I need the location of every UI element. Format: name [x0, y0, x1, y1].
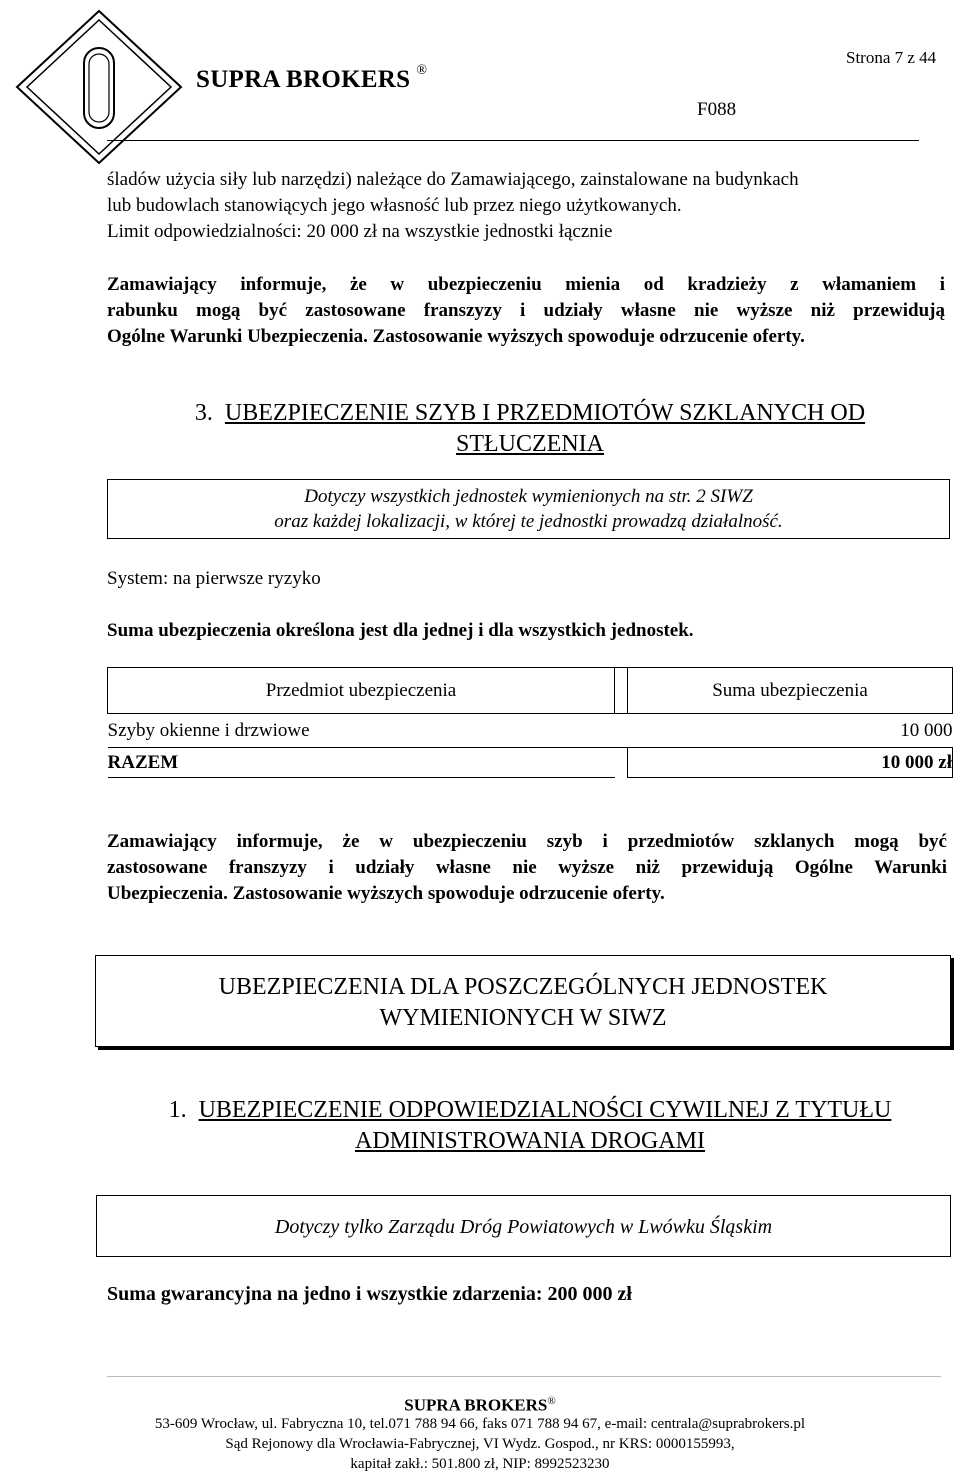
section-title: UBEZPIECZENIE ODPOWIEDZIALNOŚCI CYWILNEJ Z TYTUŁU — [198, 1097, 892, 1123]
registered-mark: ® — [416, 62, 428, 78]
sum-value: 10 000 — [900, 719, 953, 741]
header-rule — [107, 140, 919, 141]
page-number: Strona 7 z 44 — [846, 48, 937, 67]
scope-line: oraz każdej lokalizacji, w której te jednostki prowadzą działalność. — [274, 511, 783, 532]
total-sum-cell — [628, 748, 953, 778]
header-cell — [628, 668, 953, 714]
section-title: STŁUCZENIA — [456, 431, 604, 457]
system-line: System: na pierwsze ryzyko — [107, 568, 321, 589]
total-label-cell — [108, 748, 615, 778]
section-number: 3. — [194, 400, 213, 426]
intro-text — [107, 167, 947, 245]
table-row — [108, 714, 953, 748]
spacer-cell — [615, 668, 628, 714]
table-header-row — [108, 668, 953, 714]
scope-box — [107, 479, 950, 539]
section-number: 1. — [168, 1097, 187, 1123]
footer-court: Sąd Rejonowy dla Wrocławia-Fabrycznej, VI Wydz. Gospod., nr KRS: 0000155993, — [225, 1436, 735, 1452]
header-cell — [108, 668, 615, 714]
banner-line: WYMIENIONYCH W SIWZ — [379, 1005, 667, 1031]
sum-cell — [628, 714, 953, 748]
logo-diamond-icon — [14, 8, 184, 166]
scope-line: Dotyczy tylko Zarządu Dróg Powiatowych w Lwówku Śląskim — [274, 1216, 773, 1238]
intro-line: Limit odpowiedzialności: 20 000 zł na wszystkie jednostki łącznie — [107, 221, 613, 242]
spacer-cell — [615, 714, 628, 748]
notice-line: zastosowane franszyzy i udziały własne nie wyższe niż przewidują Ogólne Warunki — [107, 857, 947, 878]
notice-line: Zamawiający informuje, że w ubezpieczeniu mienia od kradzieży z włamaniem i — [107, 274, 945, 295]
footer-capital: kapitał zakł.: 501.800 zł, NIP: 8992523230 — [350, 1456, 610, 1472]
insurance-table — [107, 667, 953, 778]
spacer-cell — [615, 748, 628, 778]
units-banner — [95, 955, 951, 1047]
footer-address: 53-609 Wrocław, ul. Fabryczna 10, tel.071 788 94 66, faks 071 788 94 67, e-mail: centrala@suprabrokers.pl — [154, 1416, 806, 1432]
sum-note: Suma ubezpieczenia określona jest dla jednej i dla wszystkich jednostek. — [107, 620, 694, 641]
item-cell — [108, 714, 615, 748]
intro-line: śladów użycia siły lub narzędzi) należące do Zamawiającego, zainstalowane na budynkach — [107, 169, 799, 190]
notice-line: rabunku mogą być zastosowane franszyzy i udziały własne nie wyższe niż przewidują — [107, 300, 945, 321]
intro-line: lub budowlach stanowiących jego własność lub przez niego użytkowanych. — [107, 195, 682, 216]
footer-rule — [107, 1376, 941, 1377]
form-code: F088 — [697, 99, 737, 120]
table-total-row — [108, 748, 953, 778]
banner-line: UBEZPIECZENIA DLA POSZCZEGÓLNYCH JEDNOSTEK — [218, 974, 828, 1000]
header-label: Przedmiot ubezpieczenia — [265, 679, 457, 701]
notice-line: Ubezpieczenia. Zastosowanie wyższych spowoduje odrzucenie oferty. — [107, 883, 665, 904]
guarantee-sum: Suma gwarancyjna na jedno i wszystkie zdarzenia: 200 000 zł — [107, 1283, 632, 1305]
section-3-heading — [100, 398, 960, 460]
total-value: 10 000 zł — [881, 751, 952, 773]
notice-burglary — [107, 272, 945, 350]
notice-line: Ogólne Warunki Ubezpieczenia. Zastosowanie wyższych spowoduje odrzucenie oferty. — [107, 326, 805, 347]
scope-box — [96, 1195, 951, 1257]
header-label: Suma ubezpieczenia — [712, 679, 868, 701]
item-label: Szyby okienne i drzwiowe — [107, 719, 310, 741]
section-title: ADMINISTROWANIA DROGAMI — [355, 1128, 705, 1154]
notice-glass — [107, 829, 947, 907]
footer-brand: SUPRA BROKERS® — [404, 1395, 556, 1415]
section-title: UBEZPIECZENIE SZYB I PRZEDMIOTÓW SZKLANYCH OD — [224, 400, 866, 426]
section-1-heading — [100, 1095, 960, 1157]
notice-line: Zamawiający informuje, że w ubezpieczeniu szyb i przedmiotów szklanych mogą być — [107, 831, 947, 852]
total-label: RAZEM — [107, 751, 179, 773]
header-brand: SUPRA BROKERS ® — [196, 62, 428, 93]
registered-mark: ® — [547, 1395, 556, 1407]
scope-line: Dotyczy wszystkich jednostek wymienionych na str. 2 SIWZ — [304, 486, 753, 507]
